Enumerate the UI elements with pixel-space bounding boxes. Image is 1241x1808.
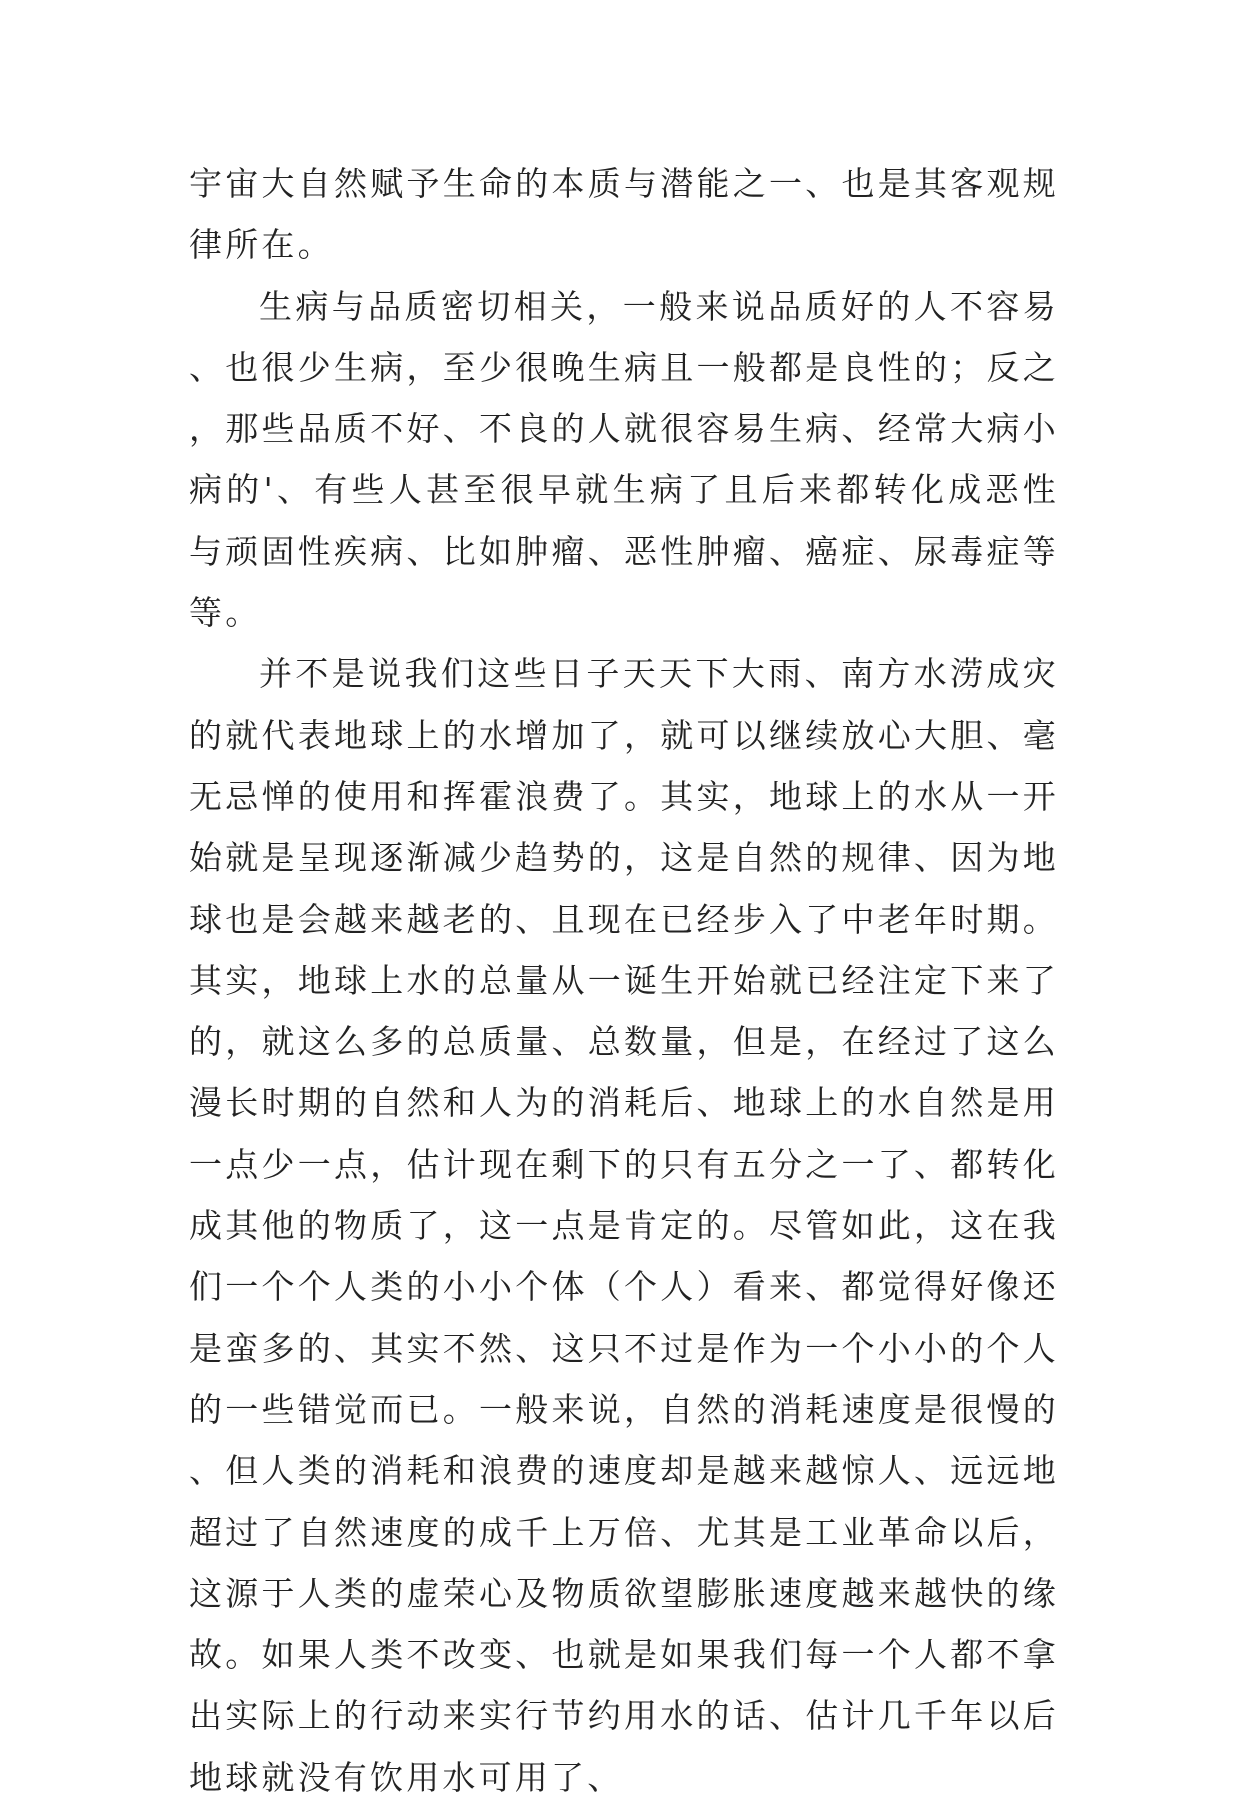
- paragraph-continuation: 宇宙大自然赋予生命的本质与潜能之一、也是其客观规律所在。: [189, 164, 1059, 265]
- paragraph-illness-and-character: 生病与品质密切相关，一般来说品质好的人不容易、也很少生病，至少很晚生病且一般都是良性的；反之，那些品质不好、不良的人就很容易生病、经常大病小病的'、有些人甚至很早就生病了且后来都转化成恶性与顽固性疾病、比如肿瘤、恶性肿瘤、癌症、尿毒症等等。: [189, 286, 1059, 633]
- document-body: [189, 153, 1059, 1808]
- paragraph-water-conservation: 并不是说我们这些日子天天下大雨、南方水涝成灾的就代表地球上的水增加了，就可以继续放心大胆、毫无忌惮的使用和挥霍浪费了。其实，地球上的水从一开始就是呈现逐渐减少趋势的，这是自然的规律、因为地球也是会越来越老的、且现在已经步入了中老年时期。其实，地球上水的总量从一诞生开始就已经注定下来了的，就这么多的总质量、总数量，但是，在经过了这么漫长时期的自然和人为的消耗后、地球上的水自然是用一点少一点，估计现在剩下的只有五分之一了、都转化成其他的物质了，这一点是肯定的。尽管如此，这在我们一个个人类的小小个体（个人）看来、都觉得好像还是蛮多的、其实不然、这只不过是作为一个小小的个人的一些错觉而已。一般来说，自然的消耗速度是很慢的、但人类的消耗和浪费的速度却是越来越惊人、远远地超过了自然速度的成千上万倍、尤其是工业革命以后，这源于人类的虚荣心及物质欲望膨胀速度越来越快的缘故。如果人类不改变、也就是如果我们每一个人都不拿出实际上的行动来实行节约用水的话、估计几千年以后地球就没有饮用水可用了、: [189, 654, 1059, 1797]
